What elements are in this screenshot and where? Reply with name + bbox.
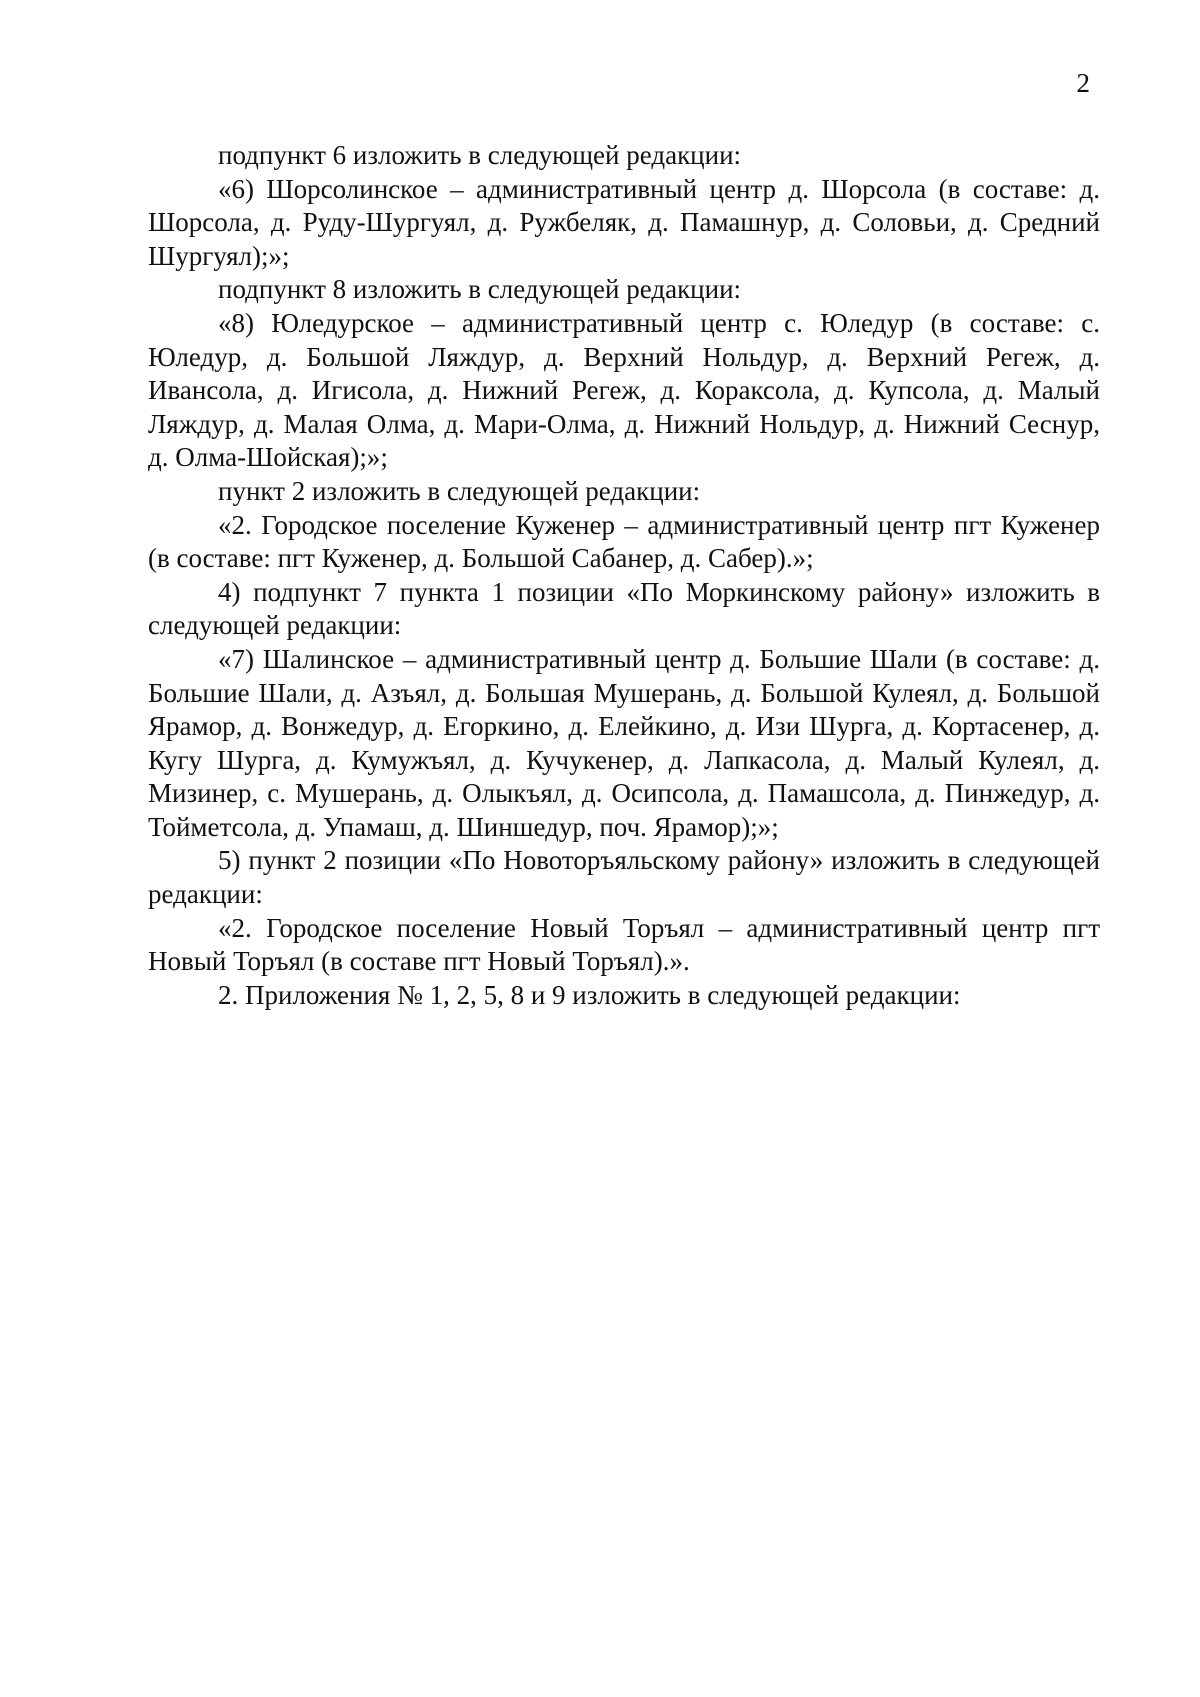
paragraph-shalinskoe: «7) Шалинское – административный центр д. Большие Шали (в составе: д. Большие Шали, д. Азъял, д. Большая Мушерань, д. Большой Кулеял, д. Большой Ярамор, д. Вонжедур, д. Егоркино, д. Елейкино, д. Изи Шурга, д. Кортасенер, д. Кугу Шурга, д. Кумужъял, д. Кучукенер, д. Лапкасола, д. Малый Кулеял, д. Мизинер, с. Мушерань, д. Олыкъял, д. Осипсола, д. Памашсола, д. Пинжедур, д. Тойметсола, д. Упамаш, д. Шиншедур, поч. Ярамор);»; — [148, 643, 1100, 842]
paragraph-item-2-intro: пункт 2 изложить в следующей редакции: — [218, 475, 701, 506]
page-number: 2 — [1076, 68, 1090, 98]
paragraph-subitem-8-intro: подпункт 8 изложить в следующей редакции: — [218, 274, 742, 305]
paragraph-subitem-6-intro: подпункт 6 изложить в следующей редакции: — [218, 140, 742, 170]
paragraph-shorsolinskoe: «6) Шорсолинское – административный центр д. Шорсола (в составе: д. Шорсола, д. Руду-Шургуял, д. Ружбеляк, д. Памашнур, д. Соловьи, д. Средний Шургуял);»; — [148, 173, 1100, 271]
paragraph-yuledurskoe: «8) Юледурское – административный центр с. Юледур (в составе: с. Юледур, д. Большой Ляждур, д. Верхний Нольдур, д. Верхний Регеж, д. Ивансола, д. Игисола, д. Нижний Регеж, д. Кораксола, д. Купсола, д. Малый Ляждур, д. Малая Олма, д. Мари-Олма, д. Нижний Нольдур, д. Нижний Сеснур, д. Олма-Шойская);»; — [148, 307, 1100, 473]
paragraph-novotoryalsky-intro: 5) пункт 2 позиции «По Новоторъяльскому району» изложить в следующей редакции: — [148, 845, 1100, 910]
paragraph-morkinsky-intro: 4) подпункт 7 пункта 1 позиции «По Моркинскому району» изложить в следующей редакции: — [148, 576, 1100, 641]
paragraph-appendices: 2. Приложения № 1, 2, 5, 8 и 9 изложить в следующей редакции: — [218, 979, 961, 1010]
paragraph-kuzhener: «2. Городское поселение Куженер – административный центр пгт Куженер (в составе: пгт Куженер, д. Большой Сабанер, д. Сабер).»; — [148, 509, 1100, 574]
paragraph-novy-toryal: «2. Городское поселение Новый Торъял – административный центр пгт Новый Торъял (в составе пгт Новый Торъял).». — [148, 912, 1100, 977]
document-body — [148, 139, 1100, 1012]
